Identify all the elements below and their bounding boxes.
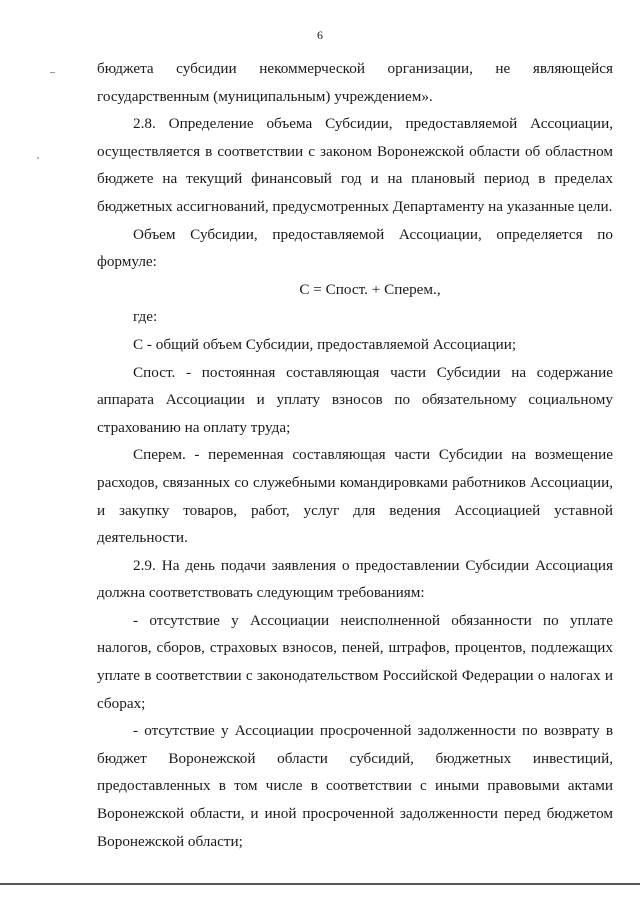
definition-c-post: Спост. - постоянная составляющая части Субсидии на содержание аппарата Ассоциации и уплату взносов по обязательному социальному страхованию на оплату труда; [97, 363, 613, 436]
paragraph-2-9: 2.9. На день подачи заявления о предоставлении Субсидии Ассоциация должна соответствовать следующим требованиям: [97, 556, 613, 602]
paragraph-continuation: бюджета субсидии некоммерческой организации, не являющейся государственным (муниципальным) учреждением». [97, 60, 613, 105]
bottom-edge-line [0, 883, 640, 885]
formula: С = Спост. + Сперем., [299, 280, 441, 298]
requirement-debt: - отсутствие у Ассоциации просроченной задолженности по возврату в бюджет Воронежской области субсидий, бюджетных инвестиций, предоставленных в том числе в соответствии с иными правовыми актами Воронежской области, и иной просроченной задолженности перед бюджетом Воронежской области; [97, 722, 613, 850]
paragraph-where: где: [133, 308, 158, 326]
paragraph-2-8: 2.8. Определение объема Субсидии, предоставляемой Ассоциации, осуществляется в соответствии с законом Воронежской области об областном бюджете на текущий финансовый год и на плановый период в пределах бюджетных ассигнований, предусмотренных Департаменту на указанные цели. [97, 115, 613, 215]
page-number: 6 [317, 28, 323, 42]
margin-mark [37, 157, 39, 159]
definition-c-perem: Сперем. - переменная составляющая части Субсидии на возмещение расходов, связанных со служебными командировками работников Ассоциации, и закупку товаров, работ, услуг для ведения Ассоциацией уставной деятельности. [97, 446, 613, 547]
paragraph-subsidy-formula-intro: Объем Субсидии, предоставляемой Ассоциации, определяется по формуле: [97, 225, 613, 271]
margin-mark [50, 72, 55, 73]
requirement-taxes: - отсутствие у Ассоциации неисполненной обязанности по уплате налогов, сборов, страховых взносов, пеней, штрафов, процентов, подлежащих уплате в соответствии с законодательством Российской Федерации о налогах и сборах; [97, 611, 613, 712]
definition-c: С - общий объем Субсидии, предоставляемой Ассоциации; [133, 335, 517, 353]
document-body [97, 55, 613, 855]
